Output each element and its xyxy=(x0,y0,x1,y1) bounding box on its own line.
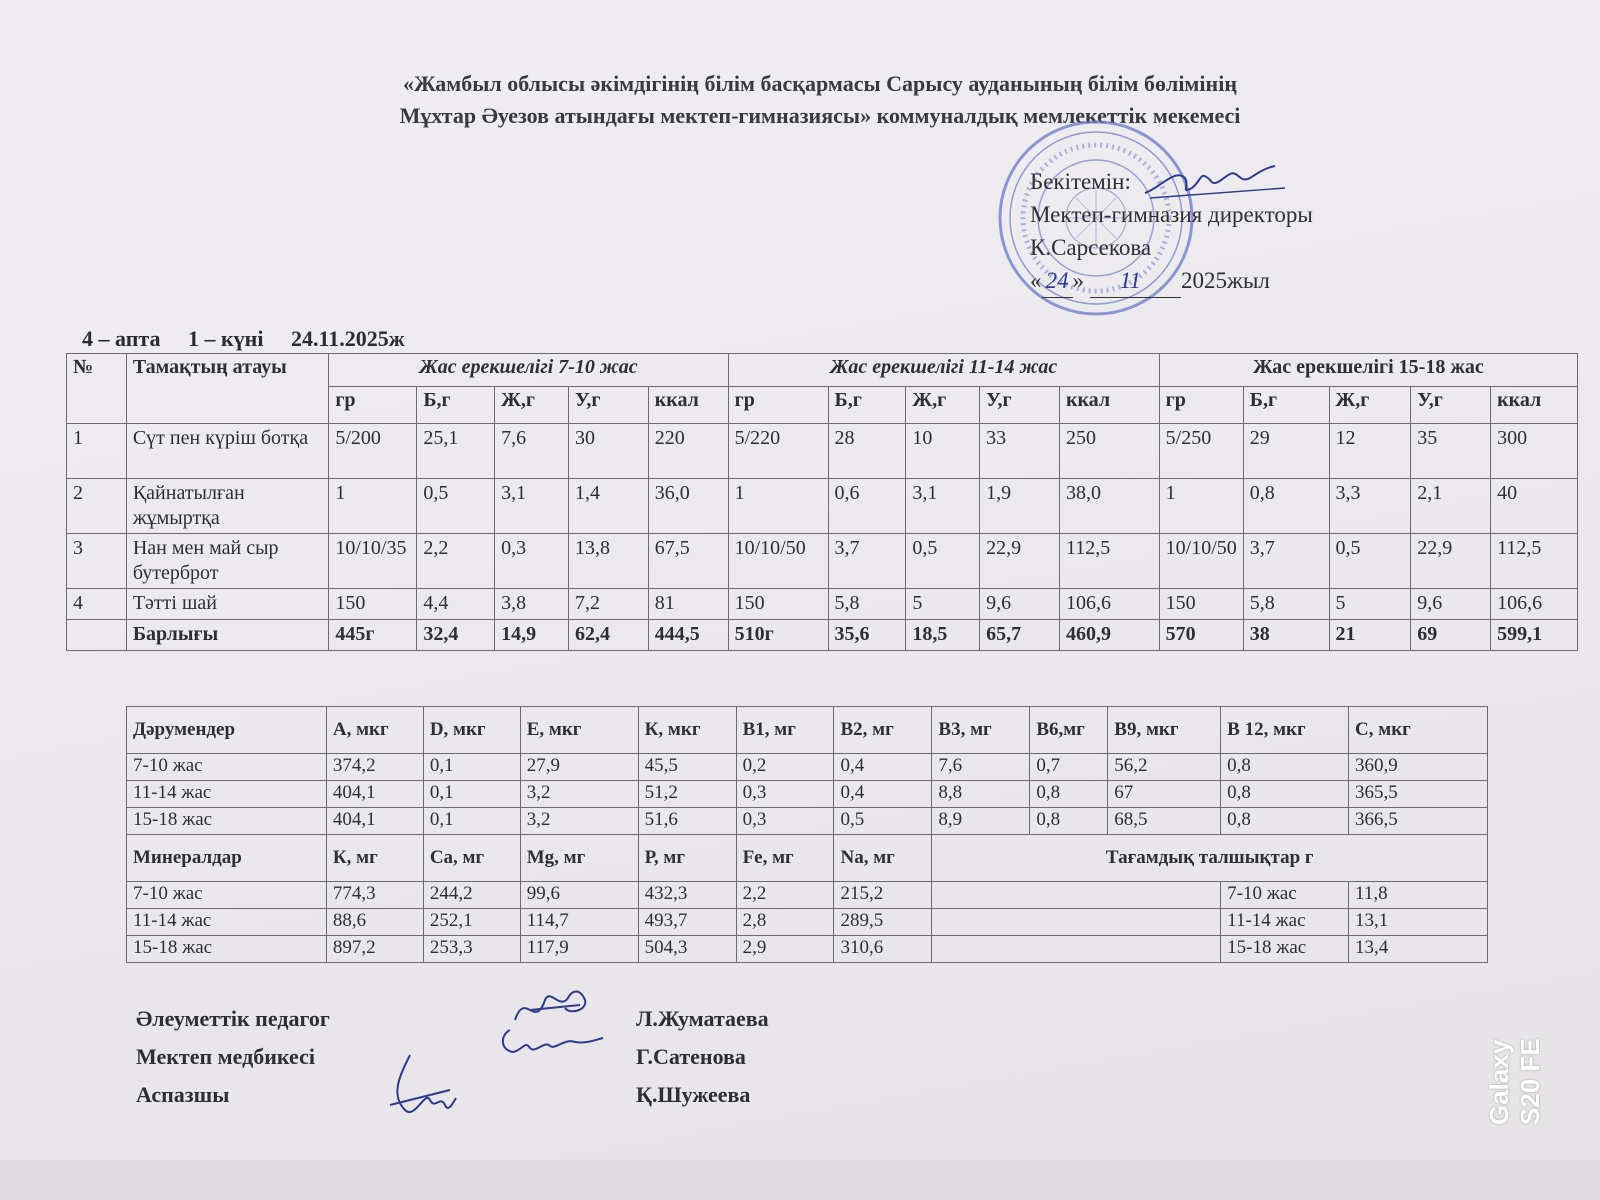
cell-value: 106,6 xyxy=(1059,589,1159,620)
cell-value: 10/10/35 xyxy=(329,534,417,589)
sub-col-header: Ж,г xyxy=(495,387,569,424)
cell-value: 150 xyxy=(728,589,828,620)
vitamin-value: 0,4 xyxy=(834,781,932,808)
cell-value: 2,2 xyxy=(417,534,495,589)
cell-value: 13,8 xyxy=(568,534,648,589)
mineral-col-header: Са, мг xyxy=(423,835,520,882)
cell-value: 22,9 xyxy=(1411,534,1491,589)
cell-value: 220 xyxy=(648,424,728,479)
cell-value: 3,7 xyxy=(828,534,906,589)
mineral-value: 310,6 xyxy=(834,936,932,963)
age-cell: 15-18 жас xyxy=(127,808,327,835)
mineral-value: 2,9 xyxy=(736,936,834,963)
cell-value: 38,0 xyxy=(1059,479,1159,534)
date-day: 24 xyxy=(1042,264,1073,298)
signature-name: Г.Сатенова xyxy=(636,1044,746,1069)
vitamin-value: 51,2 xyxy=(638,781,736,808)
fiber-header: Тағамдық талшықтар г xyxy=(932,835,1488,882)
cell-value: 9,6 xyxy=(980,589,1060,620)
vitamin-value: 68,5 xyxy=(1108,808,1221,835)
mineral-col-header: К, мг xyxy=(326,835,423,882)
vitamin-value: 8,8 xyxy=(932,781,1030,808)
cell-value: 67,5 xyxy=(648,534,728,589)
vitamin-value: 0,2 xyxy=(736,754,834,781)
cell-value: 10/10/50 xyxy=(1159,534,1243,589)
fiber-blank xyxy=(932,909,1221,936)
vitamin-value: 360,9 xyxy=(1349,754,1488,781)
mineral-row xyxy=(127,882,1488,909)
mineral-col-header: Fe, мг xyxy=(736,835,834,882)
sub-col-header: гр xyxy=(1159,387,1243,424)
cell-value: 112,5 xyxy=(1059,534,1159,589)
vitamin-col-header: D, мкг xyxy=(423,707,520,754)
cell-value: 7,2 xyxy=(568,589,648,620)
approval-director-name: К.Сарсекова xyxy=(1030,235,1152,260)
cell-value: 5/200 xyxy=(329,424,417,479)
vitamin-col-header: Е, мкг xyxy=(520,707,638,754)
cell-value: 2,1 xyxy=(1411,479,1491,534)
vitamin-value: 45,5 xyxy=(638,754,736,781)
age-cell: 7-10 жас xyxy=(127,882,327,909)
date-year: 2025жыл xyxy=(1181,268,1270,293)
mineral-value: 244,2 xyxy=(423,882,520,909)
sub-col-header: Ж,г xyxy=(1329,387,1411,424)
cell-value: 3,8 xyxy=(495,589,569,620)
vitamin-col-header: К, мкг xyxy=(638,707,736,754)
cell-value: 1 xyxy=(728,479,828,534)
mineral-value: 504,3 xyxy=(638,936,736,963)
signature-role: Аспазшы xyxy=(136,1082,230,1107)
sub-col-header: ккал xyxy=(1491,387,1578,424)
cell-value: 25,1 xyxy=(417,424,495,479)
signature-name: Л.Жуматаева xyxy=(636,1006,769,1031)
cell-value: 35 xyxy=(1411,424,1491,479)
mineral-value: 774,3 xyxy=(326,882,423,909)
vitamin-value: 8,9 xyxy=(932,808,1030,835)
mineral-value: 2,2 xyxy=(736,882,834,909)
document-header xyxy=(200,68,1440,132)
vitamin-col-header: В 12, мкг xyxy=(1221,707,1349,754)
fiber-blank xyxy=(932,882,1221,909)
sub-col-header: У,г xyxy=(568,387,648,424)
table-row xyxy=(67,424,1578,479)
vitamin-value: 0,5 xyxy=(834,808,932,835)
vitamin-value: 0,8 xyxy=(1221,754,1349,781)
cell-value: 0,5 xyxy=(1329,534,1411,589)
total-value: 35,6 xyxy=(828,620,906,651)
cell-value: 3,1 xyxy=(906,479,980,534)
vitamin-row xyxy=(127,781,1488,808)
cell-value: 36,0 xyxy=(648,479,728,534)
signature-row xyxy=(136,1000,769,1038)
approval-date xyxy=(1030,264,1313,298)
total-value: 38 xyxy=(1243,620,1329,651)
cell-value: 4,4 xyxy=(417,589,495,620)
mineral-value: 897,2 xyxy=(326,936,423,963)
vitamin-row xyxy=(127,808,1488,835)
sub-col-header: Б,г xyxy=(1243,387,1329,424)
vitamin-value: 56,2 xyxy=(1108,754,1221,781)
total-value: 570 xyxy=(1159,620,1243,651)
nutrients-body xyxy=(127,707,1488,963)
cell-value: 150 xyxy=(1159,589,1243,620)
vitamin-value: 0,8 xyxy=(1030,781,1108,808)
cell-value: 0,8 xyxy=(1243,479,1329,534)
mineral-value: 88,6 xyxy=(326,909,423,936)
total-row xyxy=(67,620,1578,651)
cell-value: 1,4 xyxy=(568,479,648,534)
table-row xyxy=(67,534,1578,589)
row-number: 4 xyxy=(67,589,127,620)
cell-value: 3,3 xyxy=(1329,479,1411,534)
cell-value: 5 xyxy=(906,589,980,620)
nutrients-table xyxy=(126,706,1488,963)
vitamin-value: 365,5 xyxy=(1349,781,1488,808)
sub-col-header: ккал xyxy=(648,387,728,424)
mineral-col-header: Na, мг xyxy=(834,835,932,882)
signature-name: Қ.Шужеева xyxy=(636,1082,751,1107)
sub-col-header: гр xyxy=(329,387,417,424)
fiber-age: 15-18 жас xyxy=(1221,936,1349,963)
camera-watermark: Galaxy S20 FE xyxy=(1484,1038,1545,1125)
col-dish-name-header: Тамақтың атауы xyxy=(126,354,329,424)
vitamin-value: 366,5 xyxy=(1349,808,1488,835)
minerals-header-row xyxy=(127,835,1488,882)
vitamin-value: 374,2 xyxy=(326,754,423,781)
mineral-value: 2,8 xyxy=(736,909,834,936)
dish-name: Сүт пен күріш ботқа xyxy=(126,424,329,479)
total-value: 444,5 xyxy=(648,620,728,651)
header-line-2: Мұхтар Әуезов атындағы мектеп-гимназиясы» коммуналдық мемлекеттік мекемесі xyxy=(399,103,1241,128)
cell-value: 1 xyxy=(329,479,417,534)
vitamin-col-header: С, мкг xyxy=(1349,707,1488,754)
cell-value: 5,8 xyxy=(1243,589,1329,620)
header-line-1: «Жамбыл облысы әкімдігінің білім басқармасы Сарысу ауданының білім бөлімінің xyxy=(403,71,1237,96)
row-number: 2 xyxy=(67,479,127,534)
vitamin-col-header: В3, мг xyxy=(932,707,1030,754)
cell-value: 112,5 xyxy=(1491,534,1578,589)
mineral-row xyxy=(127,909,1488,936)
cell-value: 300 xyxy=(1491,424,1578,479)
sub-col-header: Б,г xyxy=(417,387,495,424)
age-group-header: Жас ерекшелігі 11-14 жас xyxy=(728,354,1159,387)
cell-value: 3,1 xyxy=(495,479,569,534)
vitamin-value: 0,1 xyxy=(423,754,520,781)
total-value: 510г xyxy=(728,620,828,651)
total-value: 62,4 xyxy=(568,620,648,651)
day-heading xyxy=(82,326,405,352)
cell-value: 10 xyxy=(906,424,980,479)
fiber-value: 13,1 xyxy=(1349,909,1488,936)
mineral-value: 117,9 xyxy=(520,936,638,963)
mineral-col-header: Р, мг xyxy=(638,835,736,882)
cell-value: 5,8 xyxy=(828,589,906,620)
table-row xyxy=(67,589,1578,620)
mineral-value: 253,3 xyxy=(423,936,520,963)
total-value: 460,9 xyxy=(1059,620,1159,651)
vitamin-value: 0,1 xyxy=(423,781,520,808)
vitamin-value: 3,2 xyxy=(520,781,638,808)
total-value: 65,7 xyxy=(980,620,1060,651)
mineral-col-header: Mg, мг xyxy=(520,835,638,882)
director-signature xyxy=(1140,158,1290,203)
dish-name: Тәтті шай xyxy=(126,589,329,620)
cell-value: 150 xyxy=(329,589,417,620)
vitamin-value: 27,9 xyxy=(520,754,638,781)
signature-role: Әлеуметтік педагог xyxy=(136,1006,330,1031)
sub-col-header: Ж,г xyxy=(906,387,980,424)
col-number-header: № xyxy=(67,354,127,424)
sub-col-header: ккал xyxy=(1059,387,1159,424)
cell-value: 5 xyxy=(1329,589,1411,620)
vitamin-col-header: А, мкг xyxy=(326,707,423,754)
dish-name: Қайнатылған жұмыртқа xyxy=(126,479,329,534)
vitamin-value: 0,1 xyxy=(423,808,520,835)
total-value: 21 xyxy=(1329,620,1411,651)
total-value: 599,1 xyxy=(1491,620,1578,651)
menu-body xyxy=(67,424,1578,651)
date-label: 24.11.2025ж xyxy=(290,326,405,351)
row-number: 1 xyxy=(67,424,127,479)
mineral-value: 99,6 xyxy=(520,882,638,909)
vitamins-header-row xyxy=(127,707,1488,754)
cell-value: 28 xyxy=(828,424,906,479)
vitamin-value: 0,3 xyxy=(736,808,834,835)
date-month: 11 xyxy=(1090,264,1181,298)
fiber-value: 11,8 xyxy=(1349,882,1488,909)
vitamin-value: 0,7 xyxy=(1030,754,1108,781)
cell-value: 30 xyxy=(568,424,648,479)
vitamin-col-header: В1, мг xyxy=(736,707,834,754)
total-label: Барлығы xyxy=(126,620,329,651)
cell-value: 12 xyxy=(1329,424,1411,479)
date-quote-open: « xyxy=(1030,268,1042,293)
cell-value: 0,3 xyxy=(495,534,569,589)
cell-value: 0,5 xyxy=(906,534,980,589)
mineral-value: 432,3 xyxy=(638,882,736,909)
sub-col-header: У,г xyxy=(980,387,1060,424)
cell-value: 10/10/50 xyxy=(728,534,828,589)
cell-value: 0,5 xyxy=(417,479,495,534)
vitamin-value: 0,8 xyxy=(1221,808,1349,835)
cell-value: 250 xyxy=(1059,424,1159,479)
mineral-row xyxy=(127,936,1488,963)
age-cell: 7-10 жас xyxy=(127,754,327,781)
cell-value: 0,6 xyxy=(828,479,906,534)
sub-col-header: У,г xyxy=(1411,387,1491,424)
minerals-label: Минералдар xyxy=(127,835,327,882)
cell-value: 22,9 xyxy=(980,534,1060,589)
vitamins-label: Дәрумендер xyxy=(127,707,327,754)
cell-value: 9,6 xyxy=(1411,589,1491,620)
cook-signature xyxy=(380,1050,460,1125)
approval-title: Бекітемін: xyxy=(1030,169,1131,194)
vitamin-value: 3,2 xyxy=(520,808,638,835)
vitamin-value: 0,4 xyxy=(834,754,932,781)
cell-value: 7,6 xyxy=(495,424,569,479)
mineral-value: 215,2 xyxy=(834,882,932,909)
cell-value: 5/220 xyxy=(728,424,828,479)
age-group-header: Жас ерекшелігі 15-18 жас xyxy=(1159,354,1577,387)
vitamin-value: 51,6 xyxy=(638,808,736,835)
day-label: 1 – күні xyxy=(187,326,264,351)
vitamin-row xyxy=(127,754,1488,781)
cell-value: 106,6 xyxy=(1491,589,1578,620)
total-blank xyxy=(67,620,127,651)
approval-position: Мектеп-гимназия директоры xyxy=(1030,202,1313,227)
nurse-signature xyxy=(495,1020,605,1060)
total-value: 14,9 xyxy=(495,620,569,651)
cell-value: 5/250 xyxy=(1159,424,1243,479)
menu-table xyxy=(66,353,1578,651)
total-value: 69 xyxy=(1411,620,1491,651)
age-cell: 11-14 жас xyxy=(127,781,327,808)
dish-name: Нан мен май сыр бутерброт xyxy=(126,534,329,589)
week-label: 4 – апта xyxy=(82,326,161,351)
sub-col-header: Б,г xyxy=(828,387,906,424)
age-group-header: Жас ерекшелігі 7-10 жас xyxy=(329,354,728,387)
vitamin-value: 7,6 xyxy=(932,754,1030,781)
cell-value: 33 xyxy=(980,424,1060,479)
age-cell: 11-14 жас xyxy=(127,909,327,936)
mineral-value: 252,1 xyxy=(423,909,520,936)
cell-value: 29 xyxy=(1243,424,1329,479)
total-value: 18,5 xyxy=(906,620,980,651)
vitamin-value: 67 xyxy=(1108,781,1221,808)
mineral-value: 493,7 xyxy=(638,909,736,936)
vitamin-col-header: В6,мг xyxy=(1030,707,1108,754)
total-value: 32,4 xyxy=(417,620,495,651)
vitamin-value: 0,3 xyxy=(736,781,834,808)
fiber-age: 11-14 жас xyxy=(1221,909,1349,936)
row-number: 3 xyxy=(67,534,127,589)
cell-value: 81 xyxy=(648,589,728,620)
vitamin-value: 0,8 xyxy=(1221,781,1349,808)
table-row xyxy=(67,479,1578,534)
vitamin-col-header: В9, мкг xyxy=(1108,707,1221,754)
mineral-value: 289,5 xyxy=(834,909,932,936)
cell-value: 40 xyxy=(1491,479,1578,534)
cell-value: 1,9 xyxy=(980,479,1060,534)
sub-col-header: гр xyxy=(728,387,828,424)
vitamin-value: 404,1 xyxy=(326,808,423,835)
age-cell: 15-18 жас xyxy=(127,936,327,963)
cell-value: 1 xyxy=(1159,479,1243,534)
signature-role: Мектеп медбикесі xyxy=(136,1044,315,1069)
vitamin-value: 0,8 xyxy=(1030,808,1108,835)
fiber-value: 13,4 xyxy=(1349,936,1488,963)
vitamin-col-header: В2, мг xyxy=(834,707,932,754)
fiber-blank xyxy=(932,936,1221,963)
cell-value: 3,7 xyxy=(1243,534,1329,589)
fiber-age: 7-10 жас xyxy=(1221,882,1349,909)
mineral-value: 114,7 xyxy=(520,909,638,936)
total-value: 445г xyxy=(329,620,417,651)
vitamin-value: 404,1 xyxy=(326,781,423,808)
date-quote-close: » xyxy=(1072,268,1084,293)
